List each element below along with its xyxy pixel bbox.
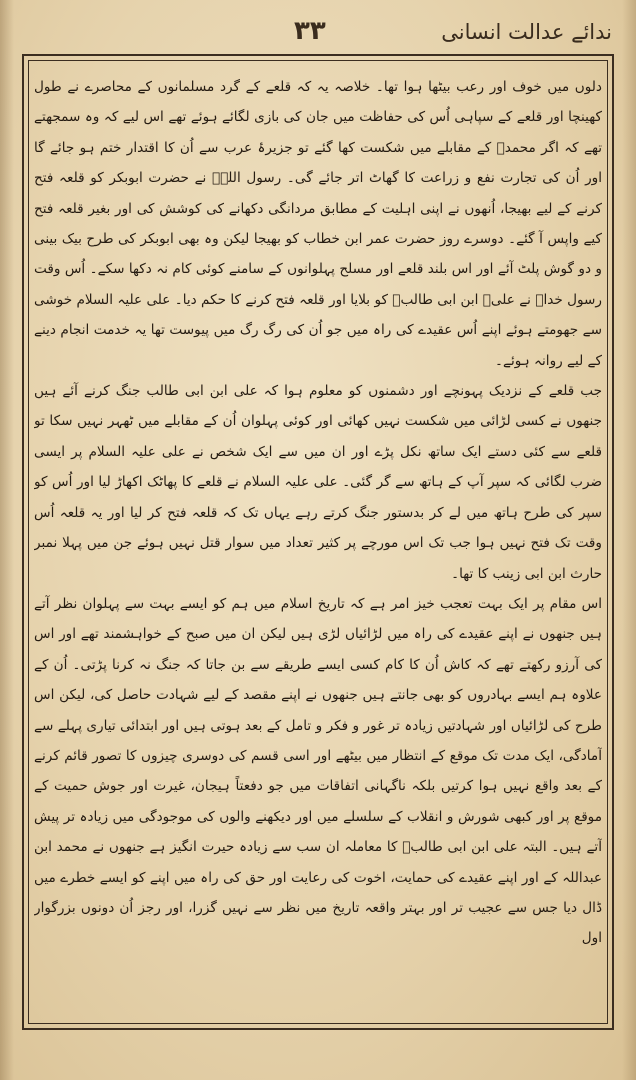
page-header — [24, 14, 612, 54]
page-edge-shadow-right — [622, 0, 636, 1080]
page-edge-shadow-left — [0, 0, 14, 1080]
paragraph-3: اس مقام پر ایک بہت تعجب خیز امر ہے کہ تاریخ اسلام میں ہم کو ایسے بہت سے پہلوان نظر آتے ہیں جنھوں نے اپنے عقیدے کی راہ میں لڑائیاں لڑی ہیں لیکن ان میں صبح کے خواہشمند تھے اور اس کی آرزو رکھتے تھے کہ کاش اُن کا کام کسی ایسے طریقے سے بن جاتا کہ جنگ نہ کرنا پڑتی۔ اُن کے علاوہ ہم ایسے بہادروں کو بھی جانتے ہیں جنھوں نے اپنے مقصد کے لیے شہادت حاصل کی، لیکن اس طرح کی لڑائیاں اور شہادتیں زیادہ تر غور و فکر و تامل کے بعد ہوتی ہیں اور ابتدائی تیاری پہلے سے آمادگی، ایک مدت تک موقع کے انتظار میں بیٹھے اور اسی قسم کی دوسری چیزوں کا تصور قائم کرنے کے بعد واقع نہیں ہوا کرتیں بلکہ ناگہانی اتفاقات میں جو دفعتاً ہیجان، غیرت اور جوش حمیت کے موقع پر اور کبھی شورش و انقلاب کے سلسلے میں اور دیکھنے والوں کی موجودگی میں زیادہ تر پیش آتے ہیں۔ البتہ علی ابن ابی طالبؑ کا معاملہ ان سب سے زیادہ حیرت انگیز ہے جنھوں نے محمد ابن عبداللہ کے اور اپنے عقیدے کی حمایت، اخوت کی رعایت اور حق کی راہ میں اپنے کو ایسے خطرے میں ڈال دیا جس سے عجیب تر اور بہتر واقعہ تاریخ میں نظر سے نہیں گزرا، اور رجز اُن دونوں بزرگوار اول — [34, 595, 602, 947]
paragraph-1: دلوں میں خوف اور رعب بیٹھا ہوا تھا۔ خلاصہ یہ کہ قلعے کے گرد مسلمانوں کے محاصرے نے طول کھینچا اور قلعے کے سپاہی اُس کی حفاظت میں جان کی بازی لگائے ہوئے تھے اس لیے کہ وہ سمجھتے تھے کہ اگر محمدؐ کے مقابلے میں شکست کھا گئے تو جزیرۂ عرب سے اُن کا اقتدار ختم ہو جائے گا اور اُن کی تجارت نفع و زراعت کا گھاٹ اتر جائے گی۔ رسول اللہؐ نے حضرت ابوبکر کو قلعہ فتح کرنے کے لیے بھیجا، اُنھوں نے اپنی اہلیت کے مطابق مردانگی دکھانے کی کوشش کی اور بغیر قلعہ فتح کیے واپس آ گئے۔ دوسرے روز حضرت عمر ابن خطاب کو بھیجا لیکن وہ بھی ابوبکر کی طرح بیک بینی و دو گوش پلٹ آئے اور اس بلند قلعے اور مسلح پہلوانوں کے سامنے کوئی کام نہ دکھا سکے۔ اُس وقت رسول خداؐ نے علیؑ ابن ابی طالبؑ کو بلایا اور قلعہ فتح کرنے کا حکم دیا۔ علی علیہ السلام خوشی سے جھومتے ہوئے اپنے اُس عقیدے کی راہ میں جو اُن کی رگ رگ میں پیوست تھا یہ خدمت انجام دینے کے لیے روانہ ہوئے۔ — [34, 79, 602, 369]
running-title: ندائے عدالت انسانی — [441, 20, 612, 44]
body-text — [34, 72, 602, 1016]
page-number: ۳۳ — [294, 16, 326, 46]
paragraph-2: جب قلعے کے نزدیک پہونچے اور دشمنوں کو معلوم ہوا کہ علی ابن ابی طالب جنگ کرنے آئے ہیں جنھوں نے کسی لڑائی میں شکست نہیں کھائی اور کوئی پہلوان اُن کے مقابلے میں ٹھہر نہیں سکا تو قلعے سے کئی دستے ایک ساتھ نکل پڑے اور ان میں سے ایک شخص نے علی علیہ السلام پر ایسی ضرب لگائی کہ سپر آپ کے ہاتھ سے گر گئی۔ علی علیہ السلام نے قلعے کا پھاٹک اکھاڑ لیا اور اُس کو سپر کی طرح ہاتھ میں لے کر بدستور جنگ کرتے رہے یہاں تک کہ قلعہ فتح کر لیا اور یہ قلعہ اُس وقت تک فتح نہیں ہوا جب تک اس مورچے پر کثیر تعداد میں سوار قتل نہیں ہوئے جن میں پہلا نمبر حارث ابن ابی زینب کا تھا۔ — [34, 383, 602, 582]
